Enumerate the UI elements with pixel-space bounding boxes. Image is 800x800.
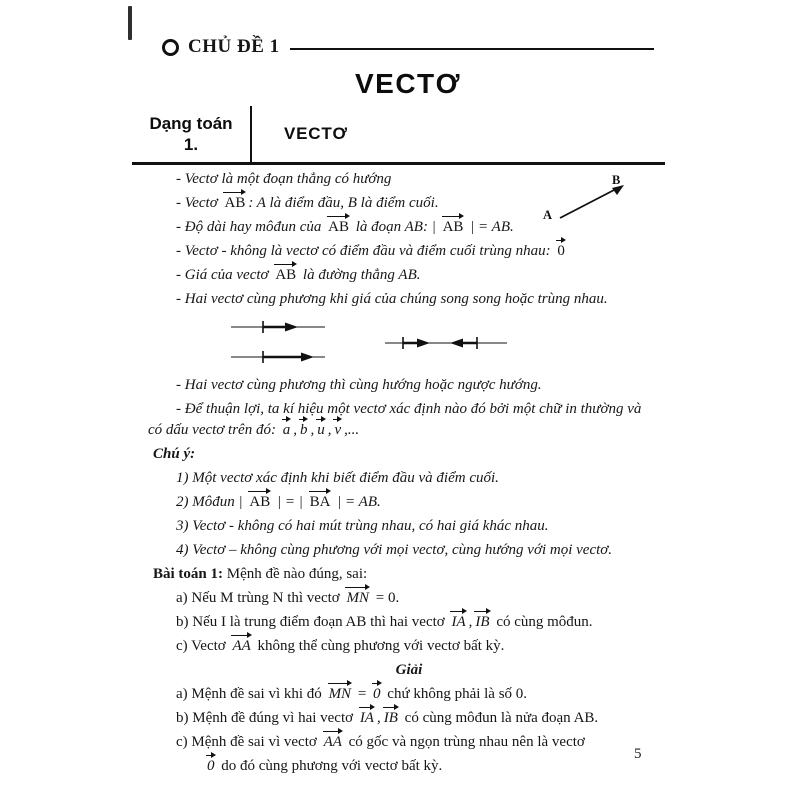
parallel-vectors-svg: [148, 318, 670, 366]
text-line: 1) Một vectơ xác định khi biết điểm đầu và điểm cuối.: [176, 470, 499, 486]
header-rule: [290, 48, 654, 50]
text-line: 4) Vectơ – không cùng phương với mọi vectơ, cùng hướng với mọi vectơ.: [176, 542, 613, 558]
text-line: - Giá của vectơ AB là đường thẳng AB.: [176, 267, 421, 283]
page-title: VECTƠ: [354, 68, 462, 99]
chapter-header: [162, 36, 654, 58]
vector-notation: AB: [275, 267, 297, 283]
text-line: - Hai vectơ cùng phương khi giá của chúng song song hoặc trùng nhau.: [176, 291, 608, 307]
vector-notation: 0: [207, 758, 215, 774]
text-line: - Vectơ - không là vectơ có điểm đầu và điểm cuối trùng nhau: 0: [176, 243, 565, 259]
text-line: 2) Môđun | AB | = | BA | = AB.: [176, 494, 381, 510]
vector-notation: AB: [442, 219, 464, 235]
text-line: - Hai vectơ cùng phương thì cùng hướng hoặc ngược hướng.: [176, 377, 542, 393]
vector-notation: 0: [373, 686, 381, 702]
text-line: c) Vectơ AA không thể cùng phương với vectơ bất kỳ.: [176, 638, 505, 654]
vector-notation: AA: [232, 638, 251, 654]
vector-notation: MN: [346, 590, 369, 606]
text-line: a) Mệnh đề sai vì khi đó MN = 0 chứ không phải là số 0.: [176, 686, 528, 702]
page-number: 5: [634, 746, 642, 762]
dang-toan-label: Dạng toán: [149, 113, 233, 133]
text-line: Chú ý:: [153, 446, 196, 462]
dang-toan-index: 1.: [183, 135, 199, 154]
content: [148, 170, 670, 776]
text-line: 0 do đó cùng phương với vectơ bất kỳ.: [207, 758, 443, 774]
vector-notation: IB: [383, 710, 398, 726]
text-line: b) Nếu I là trung điểm đoạn AB thì hai vectơ IA , IB có cùng môđun.: [176, 614, 593, 630]
text-line: - Vectơ là một đoạn thẳng có hướng: [176, 171, 392, 187]
dang-toan-title: VECTƠ: [284, 124, 348, 143]
text-line: Giải: [395, 662, 423, 678]
vector-notation: AB: [224, 195, 246, 211]
scan-edge-mark: [128, 6, 132, 40]
text-line: a) Nếu M trùng N thì vectơ MN = 0.: [176, 590, 400, 606]
text-line: - Vectơ AB : A là điểm đầu, B là điểm cuối.: [176, 195, 439, 211]
vector-notation: 0: [557, 243, 565, 259]
circle-bullet-icon: [162, 39, 179, 56]
vector-notation: IA: [451, 614, 466, 630]
dang-toan-number: [132, 106, 250, 162]
lines-b: [148, 376, 670, 776]
text-line: c) Mệnh đề sai vì vectơ AA có gốc và ngọn trùng nhau nên là vectơ: [176, 734, 585, 750]
chapter-label: CHỦ ĐỀ 1: [188, 36, 280, 57]
text-line: Bài toán 1: Mệnh đề nào đúng, sai:: [153, 566, 368, 582]
vector-notation: v: [334, 422, 342, 438]
vector-notation: AA: [323, 734, 342, 750]
text-line: b) Mệnh đề đúng vì hai vectơ IA , IB có cùng môđun là nửa đoạn AB.: [176, 710, 599, 726]
text-line: có dấu vectơ trên đó: a , b , u , v ,...: [148, 422, 360, 438]
point-a-label: A: [543, 208, 553, 222]
text-line: - Độ dài hay môđun của AB là đoạn AB: | AB | = AB.: [176, 219, 514, 235]
text-line: - Để thuận lợi, ta kí hiệu một vectơ xác định nào đó bởi một chữ in thường và: [176, 401, 642, 417]
vector-notation: a: [282, 422, 291, 438]
vector-notation: BA: [309, 494, 331, 510]
vector-notation: AB: [249, 494, 271, 510]
dang-toan-box: [132, 106, 665, 165]
bold-text: Bài toán 1:: [153, 566, 224, 582]
vector-notation: AB: [328, 219, 349, 235]
vector-notation: b: [299, 422, 308, 438]
vector-notation: MN: [328, 686, 352, 702]
parallel-vectors-figure: [148, 318, 670, 371]
lines-a: [148, 170, 670, 309]
point-b-label: B: [612, 173, 621, 187]
vector-notation: u: [317, 422, 325, 438]
text-line: 3) Vectơ - không có hai mút trùng nhau, có hai giá khác nhau.: [176, 518, 549, 534]
vector-notation: IA: [359, 710, 374, 726]
vector-notation: IB: [475, 614, 490, 630]
